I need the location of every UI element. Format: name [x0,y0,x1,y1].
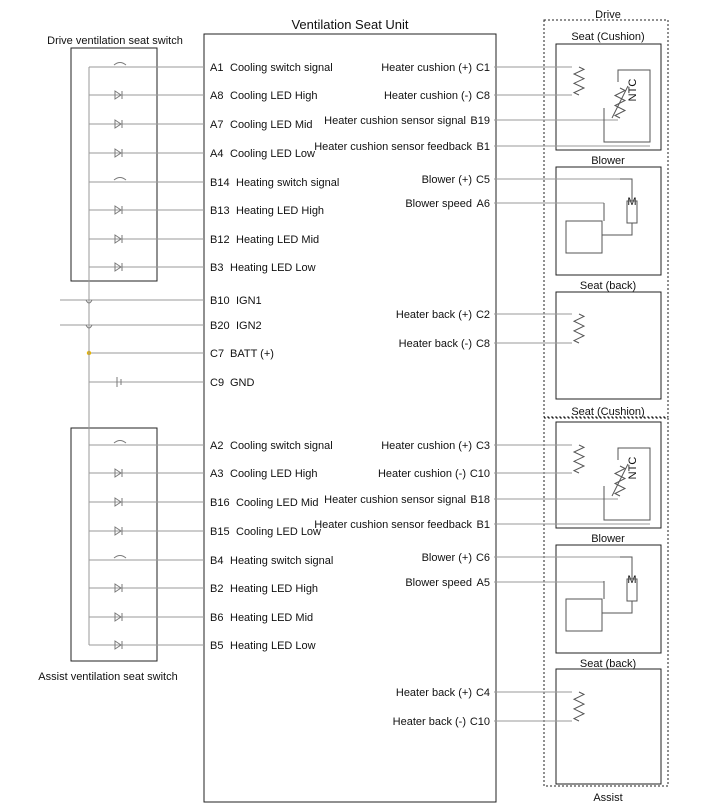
right-pin-row [393,716,572,728]
right-pin-row [396,687,572,699]
pin-id: C1 [475,62,490,74]
pin-label: Heater back (-) [392,716,466,728]
left-connections [60,62,339,652]
pin-id: B3 [210,262,224,274]
pin-id: C10 [469,716,490,728]
right-pin-row [314,141,650,153]
pin-id: C3 [475,440,490,452]
right-pin-row [399,338,572,350]
pin-id: B2 [210,583,224,595]
left-pin-row [89,640,316,652]
pin-id: A6 [476,198,490,210]
left-pin-row [89,62,333,74]
right-pin-row [422,174,620,186]
drive-switch-box [71,48,157,281]
pin-id: C6 [475,552,490,564]
assist-switch-title: Assist ventilation seat switch [38,671,178,683]
pin-label: Heater cushion (-) [377,468,466,480]
pin-label: Blower (+) [421,174,472,186]
right-pin-row [405,577,604,589]
pin-label: Cooling LED Low [236,526,321,538]
left-pin-row [60,295,262,307]
pin-label: Heating LED Mid [230,612,314,624]
pin-id: C8 [475,90,490,102]
left-pin-row [89,148,315,160]
left-pin-row [89,262,316,274]
assist-switch-box [71,428,157,661]
pin-id: C10 [469,468,490,480]
pin-id: A4 [210,148,224,160]
pin-label: Heater cushion sensor signal [324,115,466,127]
heater-element-icon [574,314,584,343]
drive-title: Drive [595,9,621,21]
pin-label: Cooling LED Mid [236,497,319,509]
pin-id: B1 [476,141,490,153]
pin-label: Heater cushion (+) [381,62,472,74]
seat-cushion-assist-box [556,422,661,528]
blower-assist-label: Blower [591,533,625,545]
pin-label: Heater cushion (+) [381,440,472,452]
left-pin-row [89,440,333,452]
left-pin-row [89,90,317,102]
pin-id: C8 [475,338,490,350]
left-pin-row [89,377,255,389]
pin-label: Heater cushion sensor signal [324,494,466,506]
pin-label: Heater back (+) [395,309,472,321]
pin-label: Heating LED Low [230,262,316,274]
pin-id: A7 [210,119,224,131]
pin-label: Heating LED High [230,583,319,595]
pin-label: Heating LED High [236,205,325,217]
switch-icon [114,63,126,66]
left-pin-row [60,320,262,332]
pin-id: A3 [210,468,224,480]
pin-label: Heating switch signal [236,177,340,189]
ntc-assist-label: NTC [627,456,639,480]
pin-id: B10 [210,295,230,307]
seat-back-drive-label: Seat (back) [579,280,637,292]
right-pin-row [314,519,650,531]
pin-id: B12 [210,234,230,246]
drive-switch-title: Drive ventilation seat switch [47,35,183,47]
pin-label: Heater cushion (-) [383,90,472,102]
seat-back-assist-label: Seat (back) [579,658,637,670]
pin-id: B1 [476,519,490,531]
left-pin-row [87,348,274,360]
pin-id: B13 [210,205,230,217]
pin-label: Blower speed [405,198,472,210]
pin-label: Heater back (+) [395,687,472,699]
blower-housing-icon [566,221,602,253]
left-pin-row [89,468,317,480]
pin-label: IGN1 [236,295,262,307]
pin-label: Heater back (-) [398,338,472,350]
left-pin-row [89,612,313,624]
right-pin-row [381,62,572,74]
heater-element-icon [574,692,584,721]
pin-label: IGN2 [236,320,262,332]
pin-id: B16 [210,497,230,509]
left-pin-row [89,526,321,538]
heater-element-icon [574,445,584,473]
pin-label: Cooling switch signal [230,62,333,74]
right-pin-row [324,494,618,506]
left-pin-row [89,555,333,567]
left-pin-row [89,177,339,189]
pin-label: Cooling LED High [230,468,318,480]
right-pin-row [324,115,618,127]
switch-icon [114,556,126,559]
left-pin-row [89,119,313,131]
seat-back-assist-box [556,669,661,784]
pin-id: A8 [210,90,224,102]
pin-label: Heating LED Low [230,640,316,652]
seat-cushion-drive-label: Seat (Cushion) [571,31,645,43]
heater-element-icon [574,67,584,95]
pin-label: Blower (+) [421,552,472,564]
seat-cushion-drive-box [556,44,661,150]
unit-title: Ventilation Seat Unit [291,17,409,32]
pin-label: Cooling LED Low [230,148,315,160]
right-pin-row [422,552,620,564]
pin-label: Heater cushion sensor feedback [314,519,472,531]
pin-id: A2 [210,440,224,452]
pin-id: A5 [476,577,490,589]
left-pin-row [89,205,324,217]
pin-label: Blower speed [405,577,472,589]
pin-id: C4 [475,687,490,699]
motor-assist-label: M [627,574,637,586]
pin-id: A1 [210,62,224,74]
pin-label: GND [230,377,255,389]
blower-housing-icon [566,599,602,631]
seat-cushion-assist-label: Seat (Cushion) [571,406,645,418]
pin-id: B19 [470,115,490,127]
pin-id: B4 [210,555,224,567]
pin-id: C5 [475,174,490,186]
pin-id: B18 [470,494,490,506]
pin-id: B14 [210,177,230,189]
right-pin-row [378,468,572,480]
pin-id: B6 [210,612,224,624]
right-pin-row [396,309,572,321]
pin-label: Cooling LED High [230,90,318,102]
pin-id: C7 [210,348,225,360]
pin-id: C2 [475,309,490,321]
right-pin-row [381,440,572,452]
switch-icon [114,441,126,444]
pin-id: B15 [210,526,230,538]
ntc-drive-label: NTC [627,78,639,102]
pin-label: BATT (+) [230,348,274,360]
pin-id: C9 [210,377,225,389]
motor-drive-label: M [627,196,637,208]
pin-id: B20 [210,320,230,332]
pin-label: Cooling LED Mid [230,119,313,131]
blower-drive-label: Blower [591,155,625,167]
pin-label: Heater cushion sensor feedback [314,141,472,153]
pin-label: Cooling switch signal [230,440,333,452]
assist-title: Assist [593,792,623,804]
drive-components-group [544,20,668,417]
right-pin-row [405,198,604,210]
pin-label: Heating switch signal [230,555,334,567]
pin-label: Heating LED Mid [236,234,320,246]
switch-icon [114,178,126,181]
seat-back-drive-box [556,292,661,399]
pin-id: B5 [210,640,224,652]
